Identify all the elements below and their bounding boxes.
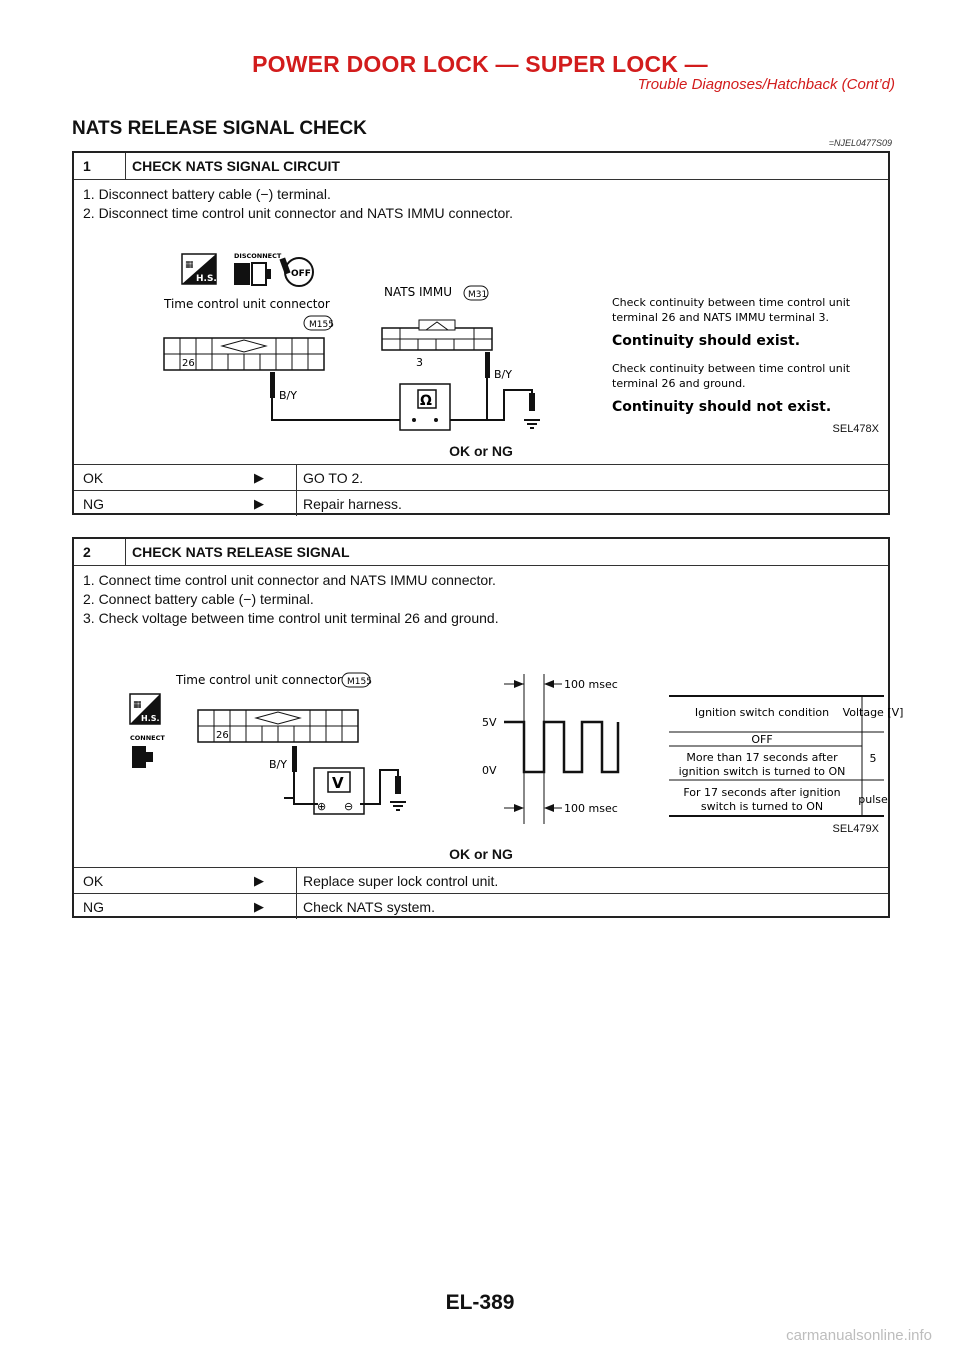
svg-text:26: 26: [216, 730, 229, 741]
section-code: =NJEL0477S09: [828, 138, 892, 148]
svg-text:pulse: pulse: [858, 793, 888, 806]
svg-text:For 17 seconds after ignition: For 17 seconds after ignition: [683, 786, 841, 799]
hs-icon: [182, 254, 217, 284]
instruction-line: 2. Connect battery cable (−) terminal.: [83, 591, 314, 607]
wire-color-nats: B/Y: [494, 368, 512, 381]
svg-text:H.S.: H.S.: [141, 714, 160, 723]
continuity-note-2: Check continuity between time control unit: [612, 362, 851, 375]
arrow-icon: ▶: [254, 872, 264, 888]
svg-text:More than 17 seconds after: More than 17 seconds after: [686, 751, 838, 764]
instruction-line: 2. Disconnect time control unit connector and NATS IMMU connector.: [83, 205, 514, 221]
nats-probe: [485, 352, 490, 378]
svg-text:CONNECT: CONNECT: [130, 734, 165, 742]
page-header-subtitle: Trouble Diagnoses/Hatchback (Cont’d): [637, 76, 895, 93]
ok-or-ng-label: OK or NG: [449, 846, 513, 862]
result-key: OK: [83, 469, 104, 486]
instruction-line: 1. Connect time control unit connector and NATS IMMU connector.: [83, 572, 496, 588]
result-row: [74, 491, 888, 516]
result-action: GO TO 2.: [296, 465, 363, 490]
wire-color-tcu: B/Y: [279, 389, 297, 402]
tcu-connector-badge: [304, 316, 334, 330]
tcu-label: Time control unit connector: [164, 297, 330, 311]
svg-text:DISCONNECT: DISCONNECT: [234, 252, 282, 260]
svg-text:⊕: ⊕: [317, 800, 327, 813]
svg-text:switch is turned to ON: switch is turned to ON: [700, 800, 824, 813]
arrow-icon: ▶: [254, 495, 264, 511]
disconnect-icon: [234, 252, 282, 285]
tcu-connector: [198, 710, 358, 742]
result-action: Check NATS system.: [296, 894, 435, 919]
nats-connector-badge: [464, 286, 488, 300]
result-key: NG: [83, 495, 104, 512]
tcu-probe: [270, 372, 275, 398]
result-key: OK: [83, 872, 104, 889]
continuity-requirement-1: Continuity should exist.: [612, 333, 801, 349]
svg-text:ignition switch is turned to O: ignition switch is turned to ON: [678, 765, 846, 778]
result-row: [74, 465, 888, 491]
result-row: [74, 894, 888, 919]
result-action: Replace super lock control unit.: [296, 868, 498, 893]
condition-table: [669, 696, 903, 816]
svg-text:▦: ▦: [133, 700, 142, 710]
arrow-icon: ▶: [254, 469, 264, 485]
svg-text:Voltage [V]: Voltage [V]: [842, 706, 904, 719]
svg-text:26: 26: [182, 358, 195, 369]
svg-text:OFF: OFF: [291, 269, 311, 279]
svg-text:M31: M31: [468, 290, 488, 300]
step-1-body: [74, 180, 888, 465]
result-action: Repair harness.: [296, 491, 402, 516]
page-header-title: POWER DOOR LOCK — SUPER LOCK —: [252, 51, 708, 77]
step-2-body: [74, 566, 904, 868]
svg-text:H.S.: H.S.: [196, 274, 217, 284]
step-2-header: [74, 539, 888, 566]
svg-text:0V: 0V: [482, 764, 497, 777]
step-2-instructions: [83, 571, 499, 628]
ground-wire: [464, 390, 532, 420]
arrow-icon: ▶: [254, 898, 264, 914]
step-number: 1: [74, 153, 126, 179]
continuity-note-1: Check continuity between time control unit: [612, 296, 851, 309]
hs-icon: [130, 694, 160, 724]
connect-icon: [130, 734, 165, 768]
tcu-connector: [164, 338, 324, 370]
continuity-diagram: [164, 248, 884, 438]
svg-text:Ω: Ω: [420, 393, 432, 409]
ground-icon: [524, 393, 540, 428]
svg-text:V: V: [332, 774, 344, 792]
step-title: CHECK NATS SIGNAL CIRCUIT: [132, 158, 340, 174]
svg-text:M155: M155: [347, 677, 372, 687]
step-1-header: [74, 153, 888, 180]
nats-connector: [382, 320, 492, 369]
svg-text:Ignition switch condition: Ignition switch condition: [694, 706, 830, 719]
svg-text:⊖: ⊖: [344, 800, 354, 813]
svg-text:OFF: OFF: [751, 733, 773, 746]
voltage-diagram: [124, 664, 904, 834]
instruction-line: 1. Disconnect battery cable (−) terminal.: [83, 186, 331, 202]
step-2-box: [72, 537, 904, 918]
svg-text:100 msec: 100 msec: [564, 678, 618, 691]
step-number: 2: [74, 539, 126, 565]
svg-text:5V: 5V: [482, 716, 497, 729]
ohmmeter: [400, 384, 450, 430]
section-title: NATS RELEASE SIGNAL CHECK: [72, 118, 367, 139]
instruction-line: 3. Check voltage between time control unit terminal 26 and ground.: [83, 610, 499, 626]
figure-code: SEL478X: [832, 423, 879, 435]
result-row: [74, 868, 888, 894]
result-key: NG: [83, 898, 104, 915]
continuity-requirement-2: Continuity should not exist.: [612, 399, 832, 415]
svg-text:▦: ▦: [185, 260, 194, 270]
figure-code: SEL479X: [832, 823, 879, 835]
step-1-instructions: [83, 185, 513, 223]
watermark: carmanualsonline.info: [786, 1327, 932, 1344]
tcu-probe: [292, 746, 297, 772]
tcu-label: Time control unit connector: [176, 673, 342, 687]
nats-label: NATS IMMU: [384, 285, 453, 299]
tcu-connector-badge: [342, 673, 372, 687]
page-number: EL-389: [445, 1291, 515, 1314]
svg-text:M155: M155: [309, 320, 334, 330]
voltmeter: [314, 768, 364, 814]
step-1-box: [72, 151, 890, 515]
pulse-waveform: [482, 674, 618, 824]
continuity-note-1b: terminal 26 and NATS IMMU terminal 3.: [612, 311, 829, 324]
ok-or-ng-label: OK or NG: [449, 443, 513, 459]
svg-text:100 msec: 100 msec: [564, 802, 618, 815]
ground-icon: [390, 776, 406, 810]
ignition-off-icon: [279, 257, 313, 286]
svg-text:5: 5: [869, 752, 877, 765]
svg-text:3: 3: [416, 356, 423, 369]
continuity-note-2b: terminal 26 and ground.: [612, 377, 746, 390]
wire-color-tcu: B/Y: [269, 758, 287, 771]
ground-wire: [360, 770, 398, 804]
step-title: CHECK NATS RELEASE SIGNAL: [132, 544, 350, 560]
